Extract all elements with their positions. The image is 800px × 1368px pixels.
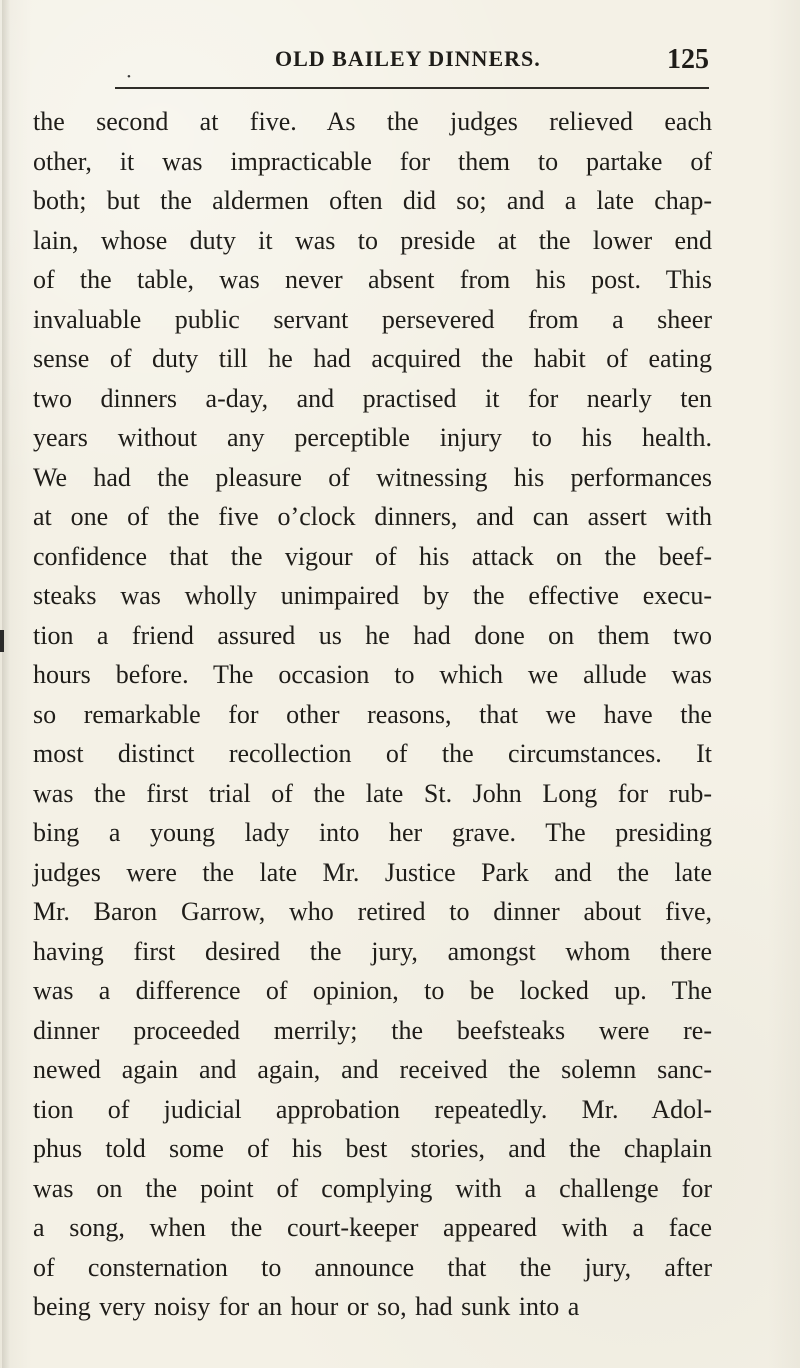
- text-line: We had the pleasure of witnessing his performances: [33, 462, 712, 492]
- text-line: confidence that the vigour of his attack on the beef-: [33, 541, 712, 571]
- text-line: tion of judicial approbation repeatedly. Mr. Adol-: [33, 1094, 712, 1124]
- running-head-title: OLD BAILEY DINNERS.: [275, 46, 541, 71]
- text-line: was on the point of complying with a challenge for: [33, 1173, 712, 1203]
- text-line: newed again and again, and received the solemn sanc-: [33, 1055, 712, 1084]
- text-line: steaks was wholly unimpaired by the effective execu-: [33, 581, 712, 610]
- text-line: was a difference of opinion, to be locked up. The: [33, 976, 712, 1005]
- page-edge-mark: [0, 630, 4, 652]
- text-line: Mr. Baron Garrow, who retired to dinner about five,: [33, 897, 712, 926]
- text-line: tion a friend assured us he had done on them two: [33, 620, 712, 650]
- header-rule: [115, 87, 709, 89]
- text-line: being very noisy for an hour or so, had sunk into a: [33, 1292, 580, 1321]
- text-line: was the first trial of the late St. John Long for rub-: [33, 778, 712, 808]
- body-text: [33, 102, 712, 1327]
- page-edge-shadow: [2, 0, 10, 1368]
- text-line: lain, whose duty it was to preside at the lower end: [33, 225, 712, 255]
- text-line: at one of the five o’clock dinners, and can assert with: [33, 502, 712, 531]
- text-line: two dinners a-day, and practised it for nearly ten: [33, 383, 712, 413]
- text-line: dinner proceeded merrily; the beefsteaks were re-: [33, 1015, 712, 1045]
- text-line: of the table, was never absent from his post. This: [33, 265, 712, 294]
- text-line: other, it was impracticable for them to partake of: [33, 146, 712, 176]
- text-line: having first desired the jury, amongst whom there: [33, 936, 712, 966]
- text-line: years without any perceptible injury to his health.: [33, 423, 712, 452]
- text-line: bing a young lady into her grave. The presiding: [33, 818, 712, 847]
- text-line: both; but the aldermen often did so; and a late chap-: [33, 186, 712, 215]
- page-header: [115, 44, 709, 84]
- header-bullet: •: [127, 71, 131, 83]
- text-line: invaluable public servant persevered from a sheer: [33, 304, 712, 334]
- page-number: 125: [667, 44, 709, 75]
- text-line: the second at five. As the judges relieved each: [33, 107, 712, 136]
- text-line: judges were the late Mr. Justice Park and the late: [33, 857, 712, 887]
- text-line: a song, when the court-keeper appeared with a face: [33, 1213, 712, 1242]
- text-line: so remarkable for other reasons, that we have the: [33, 699, 712, 729]
- text-line: most distinct recollection of the circumstances. It: [33, 739, 712, 768]
- text-line: sense of duty till he had acquired the habit of eating: [33, 344, 712, 373]
- text-line: of consternation to announce that the jury, after: [33, 1252, 712, 1282]
- text-line: hours before. The occasion to which we allude was: [33, 660, 712, 689]
- text-line: phus told some of his best stories, and the chaplain: [33, 1134, 712, 1163]
